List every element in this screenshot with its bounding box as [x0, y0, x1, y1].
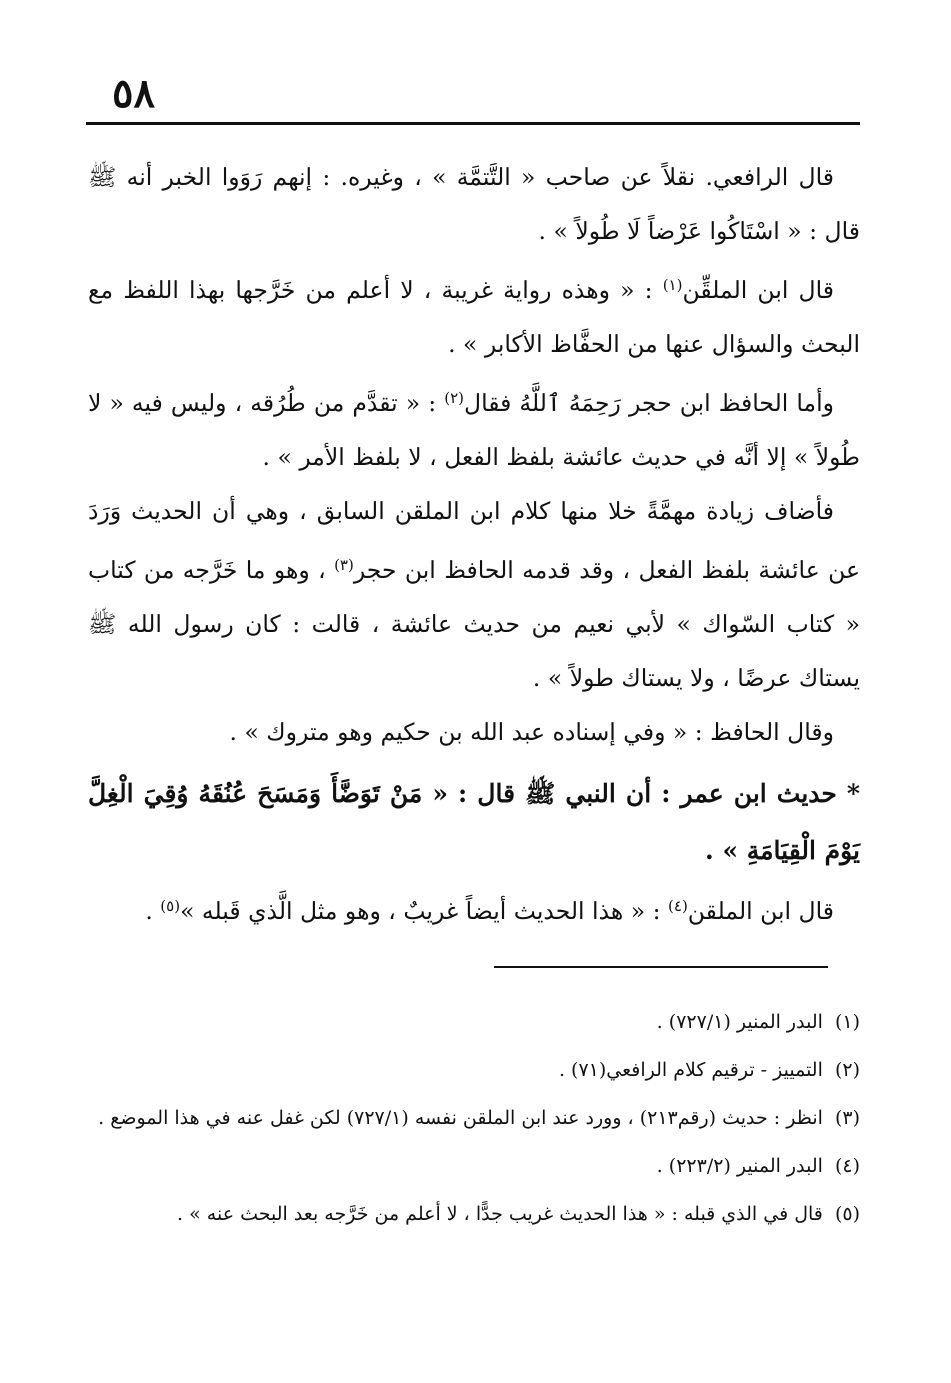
footnote	[88, 1046, 860, 1094]
text-segment: : « وهذه رواية غريبة ، لا أعلم من خَرَّجها بهذا اللفظ مع البحث والسؤال عنها من الحفَّاظ الأكابر » .	[88, 276, 860, 358]
text-segment: فأضاف زيادة مهمَّةً خلا منها كلام ابن الملقن السابق ، وهي أن الحديث وَرَدَ عن عائشة بلفظ الفعل ، وقد قدمه الحافظ ابن حجر	[88, 497, 860, 584]
footnote	[88, 1142, 860, 1190]
footnote	[88, 998, 860, 1046]
text-segment: قال ابن الملقن	[687, 897, 834, 925]
footnote-ref-3: (٣)	[334, 556, 354, 574]
page-number: ٥٨	[112, 70, 155, 117]
paragraph-ibn-mulaqqin-gharib	[88, 879, 860, 938]
paragraph-rafii-quote: قال الرافعي. نقلاً عن صاحب « التَّتمَّة » ، وغيره. : إنهم رَوَوا الخبر أنه ﷺ قال : « اسْتَاكُوا عَرْضاً لَا طُولاً » .	[88, 163, 860, 245]
main-text	[88, 150, 860, 938]
header-rule	[86, 122, 860, 125]
text-segment: : « تقدَّم من طُرُقه ، وليس فيه « لا طُولاً » إلا أنَّه في حديث عائشة بلفظ الفعل ، لا بلفظ الأمر » .	[88, 389, 860, 471]
footnote-ref-2: (٢)	[444, 389, 464, 407]
footnote-number: (٥)	[834, 1203, 860, 1225]
paragraph-ibn-mulaqqin-comment	[88, 258, 860, 371]
footnote-ref-1: (١)	[662, 276, 683, 294]
text-segment: .	[145, 897, 161, 925]
footnote-text: البدر المنير (٢٢٣/٢) .	[656, 1155, 823, 1177]
footnote-text: البدر المنير (٧٢٧/١) .	[656, 1011, 823, 1033]
text-segment: قال ابن الملقِّن	[682, 276, 834, 304]
footnote-ref-4: (٤)	[668, 897, 688, 915]
footnote	[88, 1094, 860, 1142]
footnote-ref-5: (٥)	[160, 897, 181, 915]
paragraph-ibn-hajar-comment	[88, 371, 860, 484]
footnote-text: انظر : حديث (رقم٢١٣) ، وورد عند ابن الملقن نفسه (٧٢٧/١) لكن غفل عنه في هذا الموضع .	[98, 1107, 823, 1129]
footnote	[88, 1190, 860, 1238]
text-segment: وأما الحافظ ابن حجر رَحِمَهُ ٱللَّهُ فقال	[464, 389, 834, 417]
footnote-number: (٢)	[834, 1059, 860, 1081]
footnote-separator	[494, 966, 828, 968]
footnotes	[88, 998, 860, 1238]
text-segment: ، وهو ما خَرَّجه من كتاب « كتاب السّواك » لأبي نعيم من حديث عائشة ، قالت : كان رسول الله ﷺ يستاك عرضًا ، ولا يستاك طولاً » .	[88, 556, 860, 692]
paragraph-added-note	[88, 484, 860, 705]
footnote-number: (٤)	[834, 1155, 860, 1177]
paragraph-hafiz-isnad: وقال الحافظ : « وفي إسناده عبد الله بن حكيم وهو متروك » .	[229, 718, 834, 746]
footnote-text: التمييز - ترقيم كلام الرافعي(٧١) .	[558, 1059, 823, 1081]
text-segment: : « هذا الحديث أيضاً غريبٌ ، وهو مثل الَّذي قَبله »	[180, 897, 669, 925]
footnote-text: قال في الذي قبله : « هذا الحديث غريب جدًّا ، لا أعلم من خَرَّجه بعد البحث عنه » .	[177, 1203, 823, 1225]
hadith-heading-ibn-umar: * حديث ابن عمر : أن النبي ﷺ قال : « مَنْ تَوَضَّأَ وَمَسَحَ عُنُقَهُ وُقِيَ الْغِلَّ يَوْمَ الْقِيَامَةِ » .	[88, 779, 860, 865]
footnote-number: (١)	[834, 1011, 860, 1033]
footnote-number: (٣)	[834, 1107, 860, 1129]
